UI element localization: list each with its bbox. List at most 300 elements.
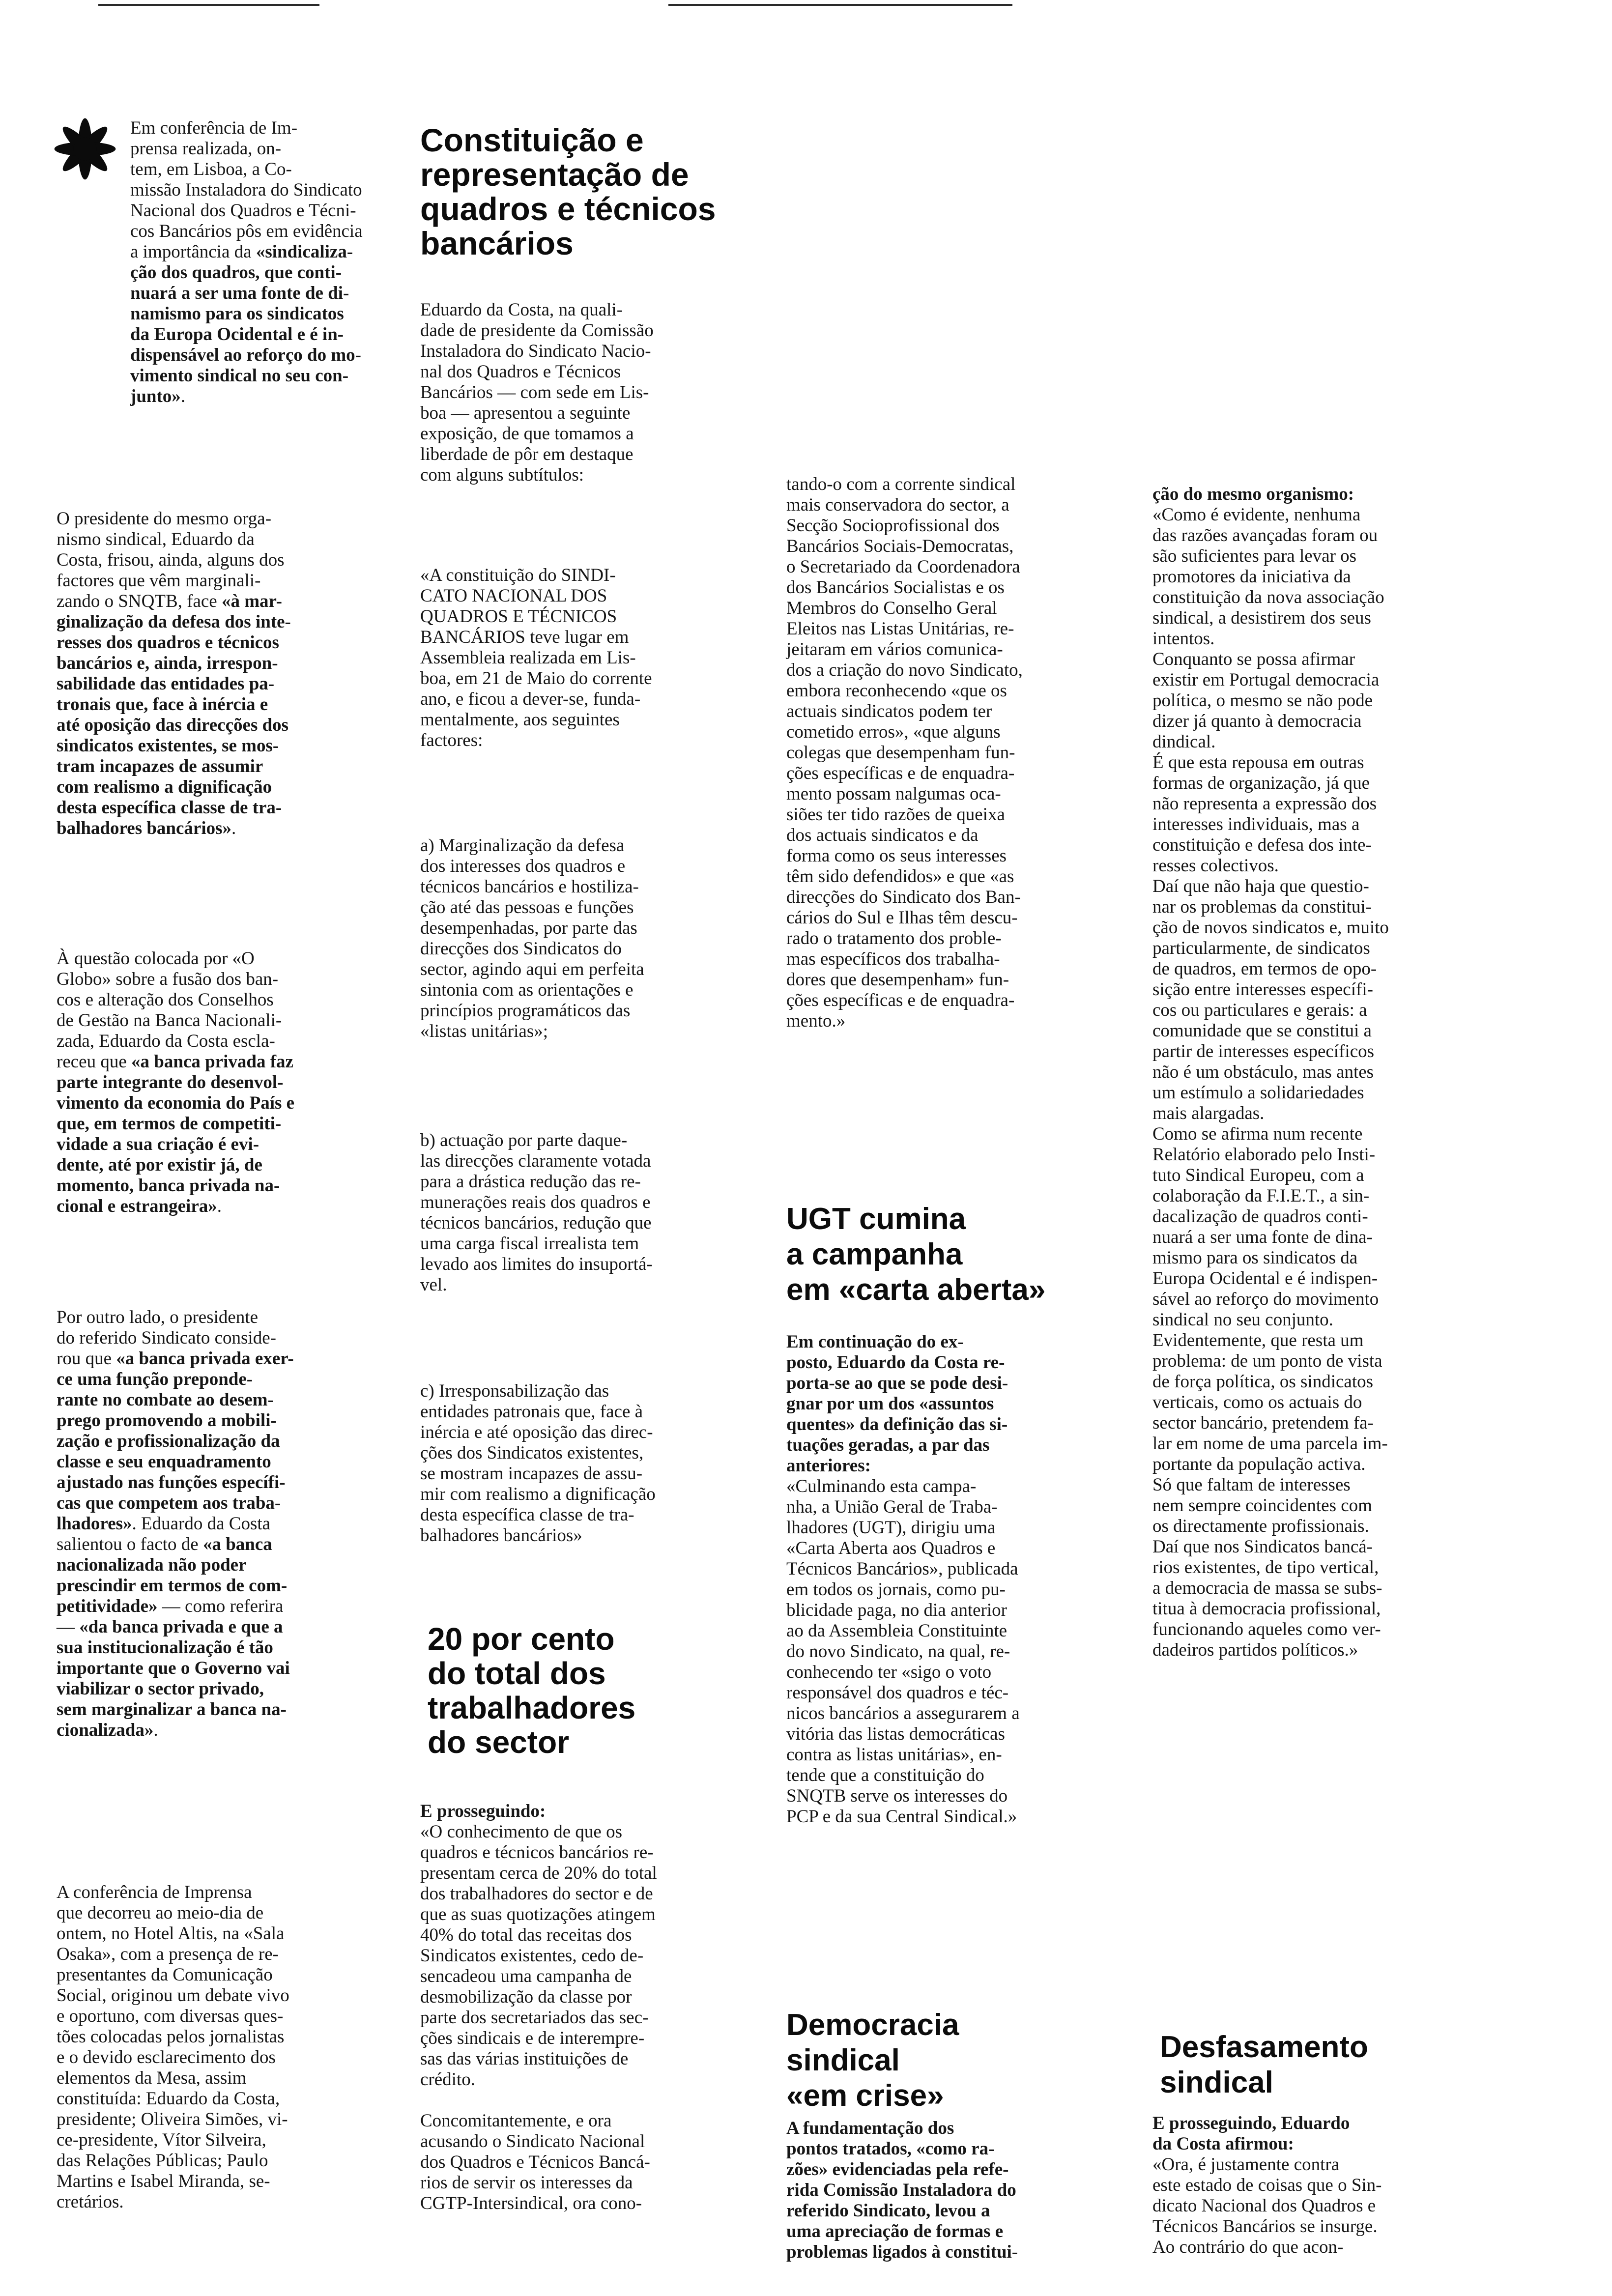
bold-run: «a banca [202,1534,272,1554]
text-line [420,2131,650,2152]
text-line [420,2173,650,2193]
text-line [420,2069,657,2090]
text-line [786,2180,1018,2201]
text-run: de força política, os sindicatos [1152,1372,1374,1392]
bold-run: porta-se ao que se pode desi- [786,1373,1008,1393]
text-line [1152,1578,1389,1599]
text-run: tuto Sindical Europeu, com a [1152,1165,1364,1185]
text-line [57,969,294,990]
text-line [1152,629,1389,649]
text-run: desta específica classe de tra- [420,1505,634,1525]
text-line [1152,794,1389,814]
text-run: Eleitos nas Listas Unitárias, re- [786,619,1014,639]
text-line [420,1192,653,1213]
headline [428,1622,635,1759]
text-run: técnicos bancários e hostiliza- [420,877,639,897]
text-line [57,1944,289,1965]
text-run: Sindicatos existentes, cedo de- [420,1946,644,1966]
text-line [1152,2113,1382,2134]
paragraph [786,474,1023,1032]
text-run: colaboração da F.I.E.T., a sin- [1152,1186,1370,1206]
text-line [786,1683,1020,1703]
text-run: dade de presidente da Comissão [420,320,654,341]
paragraph [420,1381,656,1546]
text-line [420,2049,657,2069]
text-line [420,465,654,486]
text-line [1152,1495,1389,1516]
paragraph [786,1332,1020,1827]
text-line [1152,1041,1389,1062]
paragraph [57,509,291,839]
top-rule-left [98,4,319,6]
text-line [57,1031,294,1052]
text-run: Relatório elaborado pelo Insti- [1152,1145,1376,1165]
text-line [420,1151,653,1172]
text-line [57,1637,294,1658]
text-line [1152,711,1389,732]
text-line [57,674,291,694]
text-line [786,1724,1020,1745]
text-line [1152,2216,1382,2237]
headline [786,2008,959,2114]
text-line [1152,1124,1389,1145]
text-line [57,1576,294,1596]
text-line [1152,938,1389,959]
text-line [786,2242,1018,2263]
text-line [786,1394,1020,1414]
text-line [786,1579,1020,1600]
text-line [1152,1454,1389,1475]
text-line [420,1213,653,1234]
text-line [57,1114,294,1134]
bold-run: sindicatos existentes, se mos- [57,736,279,756]
text-line [786,887,1023,908]
text-run: Daí que não haja que questio- [1152,876,1369,896]
bold-run: bancários e, ainda, irrespon- [57,653,278,673]
text-line [786,1662,1020,1683]
text-run: ção até das pessoas e funções [420,897,634,918]
text-run: em todos os jornais, como pu- [786,1579,1006,1600]
text-line [57,1093,294,1114]
text-line [786,1600,1020,1621]
text-line [1152,814,1389,835]
text-line [786,1621,1020,1641]
text-line [1152,732,1389,752]
text-run: responsável dos quadros e téc- [786,1683,1009,1703]
text-line [420,1443,656,1464]
text-line [130,221,363,242]
text-line [420,1130,653,1151]
text-run: princípios programáticos das [420,1001,631,1021]
text-run: rios de servir os interesses da [420,2173,633,2193]
text-run: rou que [57,1349,116,1369]
text-line [786,1641,1020,1662]
text-run: actuais sindicatos podem ter [786,701,992,721]
text-line [420,959,644,980]
text-run: cários do Sul e Ilhas têm descu- [786,908,1018,928]
text-run: uma carga fiscal irrealista tem [420,1234,639,1254]
text-line [420,980,644,1001]
text-line [1152,2237,1382,2258]
bold-run: sem marginalizar a banca na- [57,1699,287,1720]
text-run: SNQTB serve os interesses do [786,1786,1008,1806]
text-run: mento.» [786,1011,846,1031]
text-line [420,835,644,856]
bold-run: problemas ligados à constitui- [786,2242,1018,2262]
text-line [57,1493,294,1514]
text-run: mais alargadas. [1152,1103,1265,1123]
text-line [420,320,654,341]
text-line [1152,1434,1389,1454]
text-run: dos actuais sindicatos e da [786,825,979,845]
text-line [786,949,1023,970]
text-run: A conferência de Imprensa [57,1882,252,1902]
text-line [1152,1227,1389,1248]
bold-run: «à mar- [221,591,282,611]
bold-run: com realismo a dignificação [57,777,272,797]
text-line [786,743,1023,763]
text-line [420,1402,656,1422]
text-line [420,1464,656,1484]
text-line [130,324,363,345]
text-run: BANCÁRIOS teve lugar em [420,627,629,647]
headline-line: do sector [428,1724,570,1760]
text-run: Conquanto se possa afirmar [1152,649,1355,669]
bold-run: uma apreciação de formas e [786,2221,1004,2241]
text-run: cos Bancários pôs em evidência [130,221,363,241]
text-line [786,1373,1020,1394]
text-line [786,784,1023,804]
text-run: a democracia de massa se subs- [1152,1578,1382,1598]
text-line [786,701,1023,722]
text-run: constituição da nova associação [1152,587,1384,607]
text-run: . [217,1196,222,1216]
text-run: Assembleia realizada em Lis- [420,648,636,668]
text-run: a) Marginalização da defesa [420,835,625,856]
text-run: mir com realismo a dignificação [420,1484,656,1504]
text-run: dos Quadros e Técnicos Bancá- [420,2152,650,2172]
text-line [1152,1351,1389,1372]
text-line [1152,835,1389,856]
text-line [420,918,644,939]
bold-run: parte integrante do desenvol- [57,1072,284,1092]
text-run: constituída: Eduardo da Costa, [57,2089,280,2109]
bold-run: rante no combate ao desem- [57,1390,274,1410]
bold-run: anteriores: [786,1456,871,1476]
headline-line: Desfasamento [1160,2030,1368,2064]
text-run: particularmente, de sindicatos [1152,938,1370,958]
text-run: nha, a União Geral de Traba- [786,1497,998,1517]
text-run: Por outro lado, o presidente [57,1307,258,1327]
text-run: Como se afirma num recente [1152,1124,1363,1144]
text-line [57,1679,294,1699]
text-run: . Eduardo da Costa [132,1514,271,1534]
text-line [1152,1021,1389,1041]
text-run: presentantes da Comunicação [57,1965,273,1985]
text-line [1152,608,1389,629]
paragraph [130,118,363,407]
text-line [1152,2154,1382,2175]
asterisk-star-icon [53,117,117,181]
text-run: Ao contrário do que acon- [1152,2237,1344,2257]
text-line [57,2130,289,2151]
text-run: presentam cerca de 20% do total [420,1863,657,1883]
bold-run: ginalização da defesa dos inte- [57,612,291,632]
text-line [1152,546,1389,567]
text-line [1152,897,1389,918]
text-line [786,2118,1018,2139]
bold-run: vimento sindical no seu con- [130,366,349,386]
text-line [420,939,644,959]
text-line [57,2089,289,2109]
text-run: entidades patronais que, face à [420,1402,643,1422]
text-run: mas específicos dos trabalha- [786,949,1000,969]
bold-run: ajustado nas funções específi- [57,1472,286,1492]
headline-line: do total dos [428,1656,606,1691]
text-run: os directamente profissionais. [1152,1516,1369,1536]
text-line [57,1196,294,1217]
text-line [420,897,644,918]
text-line [130,159,363,180]
text-run: têm sido defendidos» e que «as [786,866,1014,887]
text-line [130,180,363,201]
text-run: sindical, a desistirem dos seus [1152,608,1371,628]
text-run: tando-o com a corrente sindical [786,474,1016,494]
text-run: cretários. [57,2192,124,2212]
text-line [786,536,1023,557]
bold-run: até oposição das direcções dos [57,715,289,735]
text-line [420,1925,657,1946]
text-line [57,1985,289,2006]
text-line [57,1052,294,1072]
headline-line: bancários [420,225,574,261]
text-run: «Culminando esta campa- [786,1476,977,1496]
text-line [57,1452,294,1472]
text-line [57,1010,294,1031]
bold-run: ce uma função preponde- [57,1369,253,1389]
text-line [57,1072,294,1093]
text-run: tões colocadas pelos jornalistas [57,2027,285,2047]
headline-line: UGT cumina [786,1202,966,1236]
text-line [57,653,291,674]
bold-run: referido Sindicato, levou a [786,2201,990,2221]
text-run: c) Irresponsabilização das [420,1381,609,1401]
text-run: Secção Socioprofissional dos [786,516,1000,536]
text-run: dacalização de quadros conti- [1152,1206,1368,1227]
text-line [57,509,291,529]
text-run: sindical no seu conjunto. [1152,1310,1333,1330]
text-run: tende que a constituição do [786,1765,984,1785]
text-run: com alguns subtítulos: [420,465,584,485]
text-run: formas de organização, já que [1152,773,1370,793]
text-line [57,550,291,571]
text-line [420,1801,657,1822]
bold-run: viabilizar o sector privado, [57,1679,264,1699]
text-line [57,1965,289,1985]
text-line [420,1822,657,1842]
bold-run: vidade a sua criação é evi- [57,1134,259,1154]
text-line [1152,2196,1382,2216]
bold-run: cional e estrangeira» [57,1196,217,1216]
text-run: rado o tratamento dos proble- [786,928,1002,948]
text-line [57,1882,289,1903]
text-run: jeitaram em vários comunica- [786,639,1003,660]
bold-run: gnar por um dos «assuntos [786,1394,994,1414]
text-line [786,2221,1018,2242]
text-line [420,1842,657,1863]
headline-line: sindical [1160,2066,1273,2099]
headline-line: sindical [786,2043,900,2077]
text-run: ontem, no Hotel Altis, na «Sala [57,1923,285,1944]
text-line [57,1555,294,1576]
text-line [420,444,654,465]
text-line [1152,773,1389,794]
text-run: boa — apresentou a seguinte [420,403,631,423]
text-line [1152,1537,1389,1557]
text-line [1152,1640,1389,1661]
text-line [1152,1392,1389,1413]
text-line [57,529,291,550]
text-run: rios existentes, de tipo vertical, [1152,1557,1379,1578]
text-line [57,777,291,798]
text-line [1152,1330,1389,1351]
text-run: dos interesses dos quadros e [420,856,626,876]
text-run: resses colectivos. [1152,856,1279,876]
text-run: partir de interesses específicos [1152,1041,1375,1062]
text-run: factores que vêm marginali- [57,571,261,591]
text-run: balhadores bancários» [420,1525,582,1546]
text-run: dos trabalhadores do sector e de [420,1884,653,1904]
text-line [1152,1372,1389,1392]
text-run: das Relações Públicas; Paulo [57,2151,268,2171]
bold-run: zões» evidenciadas pela refe- [786,2159,1009,2180]
text-run: missão Instaladora do Sindicato [130,180,362,200]
text-line [1152,979,1389,1000]
text-run: Bancários — com sede em Lis- [420,382,649,402]
bold-run: «a banca privada faz [131,1052,293,1072]
text-line [786,846,1023,866]
text-line [57,591,291,612]
text-run: ções específicas e de enquadra- [786,990,1015,1010]
headline-line: Democracia [786,2008,959,2042]
text-run: sas das várias instituições de [420,2049,629,2069]
text-line [786,495,1023,516]
bold-run: nacionalizada não poder [57,1555,247,1575]
text-run: prensa realizada, on- [130,139,282,159]
text-line [130,201,363,221]
text-run: conhecendo ter «sigo o voto [786,1662,992,1682]
text-run: CGTP-Intersindical, ora cono- [420,2193,642,2213]
text-run: Social, originou um debate vivo [57,1985,289,2006]
bold-run: balhadores bancários» [57,818,232,838]
text-run: de quadros, em termos de opo- [1152,959,1377,979]
text-run: liberdade de pôr em destaque [420,444,633,464]
text-run: exposição, de que tomamos a [420,424,634,444]
text-line [786,763,1023,784]
text-line [420,1422,656,1443]
text-run: Bancários Sociais-Democratas, [786,536,1014,556]
text-run: Membros do Conselho Geral [786,598,997,618]
text-run: desmobilização da classe por [420,1987,632,2007]
text-run: mento possam nalgumas oca- [786,784,1001,804]
text-run: dos Bancários Socialistas e os [786,577,1005,598]
text-line [420,1254,653,1275]
text-run: nuará a ser uma fonte de dina- [1152,1227,1373,1247]
text-run: Martins e Isabel Miranda, se- [57,2171,270,2191]
text-line [786,1414,1020,1435]
headline-line: quadros e técnicos [420,191,716,227]
text-line [420,689,652,710]
text-run: funcionando aqueles como ver- [1152,1619,1381,1639]
text-line [57,571,291,591]
text-line [57,1307,294,1328]
bold-run: sua institucionalização é tão [57,1637,273,1658]
text-run: do referido Sindicato conside- [57,1328,276,1348]
text-run: cos ou particulares e gerais: a [1152,1000,1367,1020]
text-run: las direcções claramente votada [420,1151,651,1171]
text-line [420,1021,644,1042]
text-line [420,1987,657,2008]
text-line [1152,587,1389,608]
bold-run: junto» [130,386,181,406]
text-run: Técnicos Bancários», publicada [786,1559,1018,1579]
text-line [420,1884,657,1904]
text-run: ao da Assembleia Constituinte [786,1621,1008,1641]
text-line [1152,876,1389,897]
text-run: dores que desempenham» fun- [786,970,1009,990]
text-run: Concomitantemente, e ora [420,2111,612,2131]
text-line [1152,1186,1389,1206]
text-run: ções dos Sindicatos existentes, [420,1443,644,1463]
text-line [57,948,294,969]
headline-line: 20 por cento [428,1621,615,1657]
text-line [420,2152,650,2173]
text-line [130,242,363,262]
text-run: Eduardo da Costa, na quali- [420,300,623,320]
text-line [420,1505,656,1525]
text-line [786,1807,1020,1827]
text-line [1152,649,1389,670]
paragraph [420,300,654,486]
bold-run: posto, Eduardo da Costa re- [786,1352,1005,1373]
text-line [1152,567,1389,587]
text-run: problema: de um ponto de vista [1152,1351,1382,1371]
text-run: blicidade paga, no dia anterior [786,1600,1007,1620]
paragraph [1152,484,1389,1661]
text-run: QUADROS E TÉCNICOS [420,606,617,627]
text-run: titua à democracia profissional, [1152,1599,1381,1619]
text-run: crédito. [420,2069,475,2090]
text-line [420,1946,657,1966]
text-line [57,1431,294,1452]
text-run: zando o SNQTB, face [57,591,222,611]
text-line [57,1472,294,1493]
text-line [1152,1165,1389,1186]
text-run: das razões avançadas foram ou [1152,525,1378,545]
bold-run: rida Comissão Instaladora do [786,2180,1016,2200]
text-line [420,1525,656,1546]
text-run: este estado de coisas que o Sin- [1152,2175,1382,2195]
text-line [786,1559,1020,1579]
text-line [130,366,363,386]
text-run: «O conhecimento de que os [420,1822,622,1842]
text-run: e o devido esclarecimento dos [57,2047,276,2067]
paragraph [420,835,644,1042]
text-line [420,1172,653,1192]
text-run: dos a criação do novo Sindicato, [786,660,1023,680]
text-run: ce-presidente, Vítor Silveira, [57,2130,266,2150]
text-line [57,736,291,756]
